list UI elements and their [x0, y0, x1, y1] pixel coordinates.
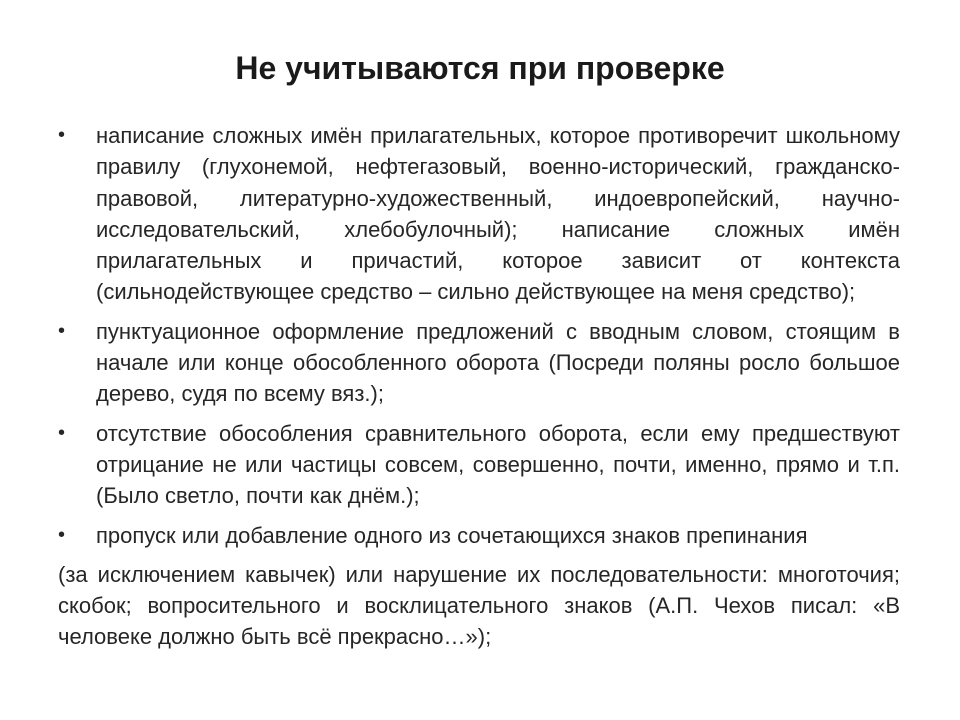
bullet-text: пунктуационное оформление предложений с вводным словом, стоящим в начале или конце обособленного оборота (Посреди поляны росло большое дерево, судя по всему вяз.);: [96, 318, 900, 407]
bullet-item-2: [58, 316, 900, 410]
bullet-list: [58, 120, 900, 551]
bullet-text: отсутствие обособления сравнительного оборота, если ему предшествуют отрицание не или частицы совсем, совершенно, почти, именно, прямо и т.п. (Было светло, почти как днём.);: [96, 420, 900, 509]
bullet-item-4: [58, 520, 900, 551]
bullet-marker: •: [58, 319, 66, 342]
bullet-item-3: [58, 418, 900, 512]
bullet-marker: •: [58, 124, 66, 146]
bullet-text: написание сложных имён прилагательных, которое противоречит школьному правилу (глухонемой, нефтегазовый, военно-исторический, гражданско-правовой, литературно-художественный, индоевропейский, научно-исследовательский, хлебобулочный); написание сложных имён прилагательных и причастий, которое зависит от контекста (сильнодействующее средство – сильно действующее на меня средство);: [96, 123, 900, 305]
continuation-paragraph: (за исключением кавычек) или нарушение их последовательности: многоточия; скобок; вопросительного и восклицательного знаков (А.П. Чехов писал: «В человеке должно быть всё прекрасно…»);: [58, 561, 900, 650]
slide-body: [58, 120, 900, 653]
bullet-item-1: [58, 120, 900, 308]
bullet-text: пропуск или добавление одного из сочетающихся знаков препинания: [96, 522, 808, 548]
slide-title: Не учитываются при проверке: [235, 50, 725, 86]
bullet-marker: •: [58, 421, 66, 444]
bullet-marker: •: [58, 523, 66, 546]
